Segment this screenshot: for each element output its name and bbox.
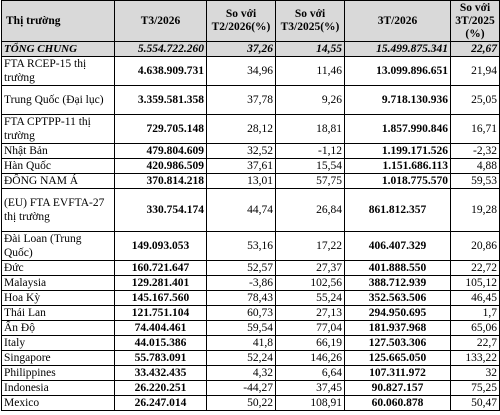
row-vs-ytd: 21,94 — [451, 57, 500, 86]
row-name: Hoa Kỳ — [2, 291, 115, 306]
row-vs-ytd: 16,71 — [451, 115, 500, 144]
row-vs-prev: 52,24 — [207, 351, 276, 366]
row-ytd: 388.712.939 — [345, 276, 451, 291]
row-vs-same: 55,24 — [276, 291, 345, 306]
row-vs-ytd: 133,22 — [451, 351, 500, 366]
row-vs-same: -1,12 — [276, 144, 345, 159]
row-ytd: 1.018.775.570 — [345, 174, 451, 189]
header-month: T3/2026 — [115, 1, 207, 42]
row-month: 479.804.609 — [115, 144, 207, 159]
row-name: Malaysia — [2, 276, 115, 291]
row-vs-ytd: 1,7 — [451, 306, 500, 321]
row-ytd: 1.199.171.526 — [345, 144, 451, 159]
row-vs-ytd: 50,47 — [451, 396, 500, 411]
row-vs-same: 57,75 — [276, 174, 345, 189]
row-month: 145.167.560 — [115, 291, 207, 306]
row-vs-same: 6,64 — [276, 366, 345, 381]
header-ytd: 3T/2026 — [345, 1, 451, 42]
row-vs-ytd: 32 — [451, 366, 500, 381]
table-row — [2, 351, 500, 366]
row-vs-ytd: 22,7 — [451, 336, 500, 351]
table-row — [2, 366, 500, 381]
row-ytd: 15.499.875.341 — [345, 42, 451, 57]
table-row-total — [2, 42, 500, 57]
row-vs-prev: 37,78 — [207, 86, 276, 115]
row-vs-same: 27,13 — [276, 306, 345, 321]
table-row — [2, 381, 500, 396]
row-month: 3.359.581.358 — [115, 86, 207, 115]
row-ytd: 352.563.506 — [345, 291, 451, 306]
row-vs-ytd: 4,88 — [451, 159, 500, 174]
row-vs-prev: -3,86 — [207, 276, 276, 291]
row-vs-prev: 50,22 — [207, 396, 276, 411]
table-row — [2, 57, 500, 86]
row-month: 4.638.909.731 — [115, 57, 207, 86]
row-ytd: 294.950.695 — [345, 306, 451, 321]
row-vs-prev: -44,27 — [207, 381, 276, 396]
row-month: 420.986.509 — [115, 159, 207, 174]
row-ytd: 107.311.972 — [345, 366, 451, 381]
row-ytd: 401.888.550 — [345, 261, 451, 276]
table-row — [2, 115, 500, 144]
row-vs-ytd: 105,12 — [451, 276, 500, 291]
row-ytd: 1.151.686.113 — [345, 159, 451, 174]
table-row — [2, 321, 500, 336]
table-row — [2, 306, 500, 321]
trade-table — [1, 0, 500, 411]
row-vs-same: 9,26 — [276, 86, 345, 115]
row-vs-prev: 37,26 — [207, 42, 276, 57]
row-vs-prev: 32,52 — [207, 144, 276, 159]
row-ytd: 1.857.990.846 — [345, 115, 451, 144]
row-name: (EU) FTA EVFTA-27 thị trường — [2, 189, 115, 232]
table-header — [2, 1, 500, 42]
table-row — [2, 396, 500, 411]
table-row — [2, 336, 500, 351]
row-month: 160.721.647 — [115, 261, 207, 276]
row-ytd: 9.718.130.936 — [345, 86, 451, 115]
table-row — [2, 144, 500, 159]
header-row — [2, 1, 500, 42]
row-vs-same: 18,81 — [276, 115, 345, 144]
table-row — [2, 159, 500, 174]
row-name: Mexico — [2, 396, 115, 411]
row-name: FTA RCEP-15 thị trường — [2, 57, 115, 86]
table-body — [2, 42, 500, 411]
row-name: Ấn Độ — [2, 321, 115, 336]
row-vs-prev: 60,73 — [207, 306, 276, 321]
row-vs-prev: 44,74 — [207, 189, 276, 232]
row-month: 26.247.014 — [115, 396, 207, 411]
row-vs-prev: 41,8 — [207, 336, 276, 351]
row-month: 330.754.174 — [115, 189, 207, 232]
table-row — [2, 291, 500, 306]
row-ytd: 90.827.157 — [345, 381, 451, 396]
row-month: 5.554.722.260 — [115, 42, 207, 57]
row-ytd: 13.099.896.651 — [345, 57, 451, 86]
row-month: 129.281.401 — [115, 276, 207, 291]
row-vs-same: 108,91 — [276, 396, 345, 411]
row-vs-same: 27,37 — [276, 261, 345, 276]
row-vs-same: 66,19 — [276, 336, 345, 351]
row-vs-same: 102,56 — [276, 276, 345, 291]
row-vs-same: 77,04 — [276, 321, 345, 336]
row-ytd: 406.407.329 — [345, 232, 451, 261]
row-ytd: 127.503.306 — [345, 336, 451, 351]
row-month: 44.015.386 — [115, 336, 207, 351]
row-name: Đức — [2, 261, 115, 276]
row-name: Philippines — [2, 366, 115, 381]
table-row — [2, 189, 500, 232]
row-name: FTA CPTPP-11 thị trường — [2, 115, 115, 144]
row-name: Indonesia — [2, 381, 115, 396]
header-market: Thị trường — [2, 1, 115, 42]
row-ytd: 60.060.878 — [345, 396, 451, 411]
row-vs-ytd: 65,06 — [451, 321, 500, 336]
row-vs-ytd: 20,86 — [451, 232, 500, 261]
row-vs-same: 146,26 — [276, 351, 345, 366]
row-month: 729.705.148 — [115, 115, 207, 144]
row-vs-ytd: 22,72 — [451, 261, 500, 276]
row-vs-ytd: 19,28 — [451, 189, 500, 232]
row-vs-ytd: 22,67 — [451, 42, 500, 57]
row-month: 370.814.218 — [115, 174, 207, 189]
row-vs-ytd: 46,45 — [451, 291, 500, 306]
row-vs-prev: 13,01 — [207, 174, 276, 189]
row-name: Nhật Bản — [2, 144, 115, 159]
row-name: Thái Lan — [2, 306, 115, 321]
row-vs-same: 37,45 — [276, 381, 345, 396]
row-vs-same: 17,22 — [276, 232, 345, 261]
row-name: Trung Quốc (Đại lục) — [2, 86, 115, 115]
row-vs-prev: 4,32 — [207, 366, 276, 381]
row-month: 33.432.435 — [115, 366, 207, 381]
row-vs-ytd: -2,32 — [451, 144, 500, 159]
row-vs-prev: 28,12 — [207, 115, 276, 144]
row-vs-ytd: 25,05 — [451, 86, 500, 115]
row-vs-ytd: 75,25 — [451, 381, 500, 396]
table-row — [2, 86, 500, 115]
table-row — [2, 261, 500, 276]
table-row — [2, 232, 500, 261]
row-vs-prev: 78,43 — [207, 291, 276, 306]
row-ytd: 181.937.968 — [345, 321, 451, 336]
row-ytd: 125.665.050 — [345, 351, 451, 366]
row-ytd: 861.812.357 — [345, 189, 451, 232]
row-month: 55.783.091 — [115, 351, 207, 366]
row-vs-prev: 53,16 — [207, 232, 276, 261]
header-vs-same-month: So với T3/2025(%) — [276, 1, 345, 42]
row-name: TỔNG CHUNG — [2, 42, 115, 57]
row-vs-same: 11,46 — [276, 57, 345, 86]
row-name: ĐÔNG NAM Á — [2, 174, 115, 189]
row-month: 74.404.461 — [115, 321, 207, 336]
table-row — [2, 174, 500, 189]
row-vs-ytd: 59,53 — [451, 174, 500, 189]
row-vs-same: 15,54 — [276, 159, 345, 174]
row-month: 149.093.053 — [115, 232, 207, 261]
row-vs-prev: 34,96 — [207, 57, 276, 86]
row-vs-same: 14,55 — [276, 42, 345, 57]
row-month: 26.220.251 — [115, 381, 207, 396]
row-name: Đài Loan (Trung Quốc) — [2, 232, 115, 261]
row-month: 121.751.104 — [115, 306, 207, 321]
row-vs-prev: 59,54 — [207, 321, 276, 336]
header-vs-prev-month: So với T2/2026(%) — [207, 1, 276, 42]
row-name: Singapore — [2, 351, 115, 366]
row-name: Italy — [2, 336, 115, 351]
row-name: Hàn Quốc — [2, 159, 115, 174]
header-vs-ytd: So với 3T/2025 (%) — [451, 1, 500, 42]
row-vs-prev: 52,57 — [207, 261, 276, 276]
row-vs-prev: 37,61 — [207, 159, 276, 174]
table-row — [2, 276, 500, 291]
row-vs-same: 26,84 — [276, 189, 345, 232]
